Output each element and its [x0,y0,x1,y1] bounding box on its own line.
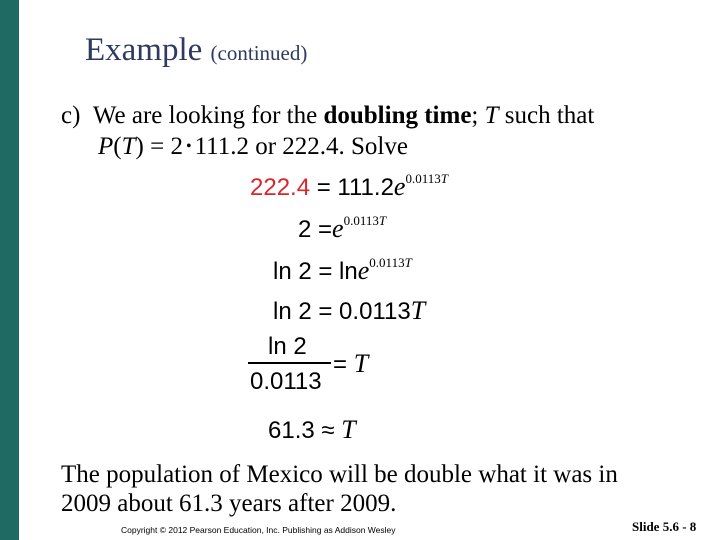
eq3-lhs: ln 2 [273,258,312,285]
problem-eq: ) = 2 [135,133,183,160]
problem-statement [61,100,594,165]
title-sub: (continued) [210,41,308,65]
eq3-exponent [369,255,412,270]
problem-text-a: We are looking for the [92,102,324,129]
var-T-2: T [121,133,136,160]
eq6-lhs: 61.3 [268,417,315,444]
eq3-rhs: = ln [318,258,358,285]
eq3-exp-num: 0.0113 [369,255,405,270]
problem-text-c: such that [498,102,595,129]
eq2-lhs: 2 [298,216,312,243]
side-accent-bar [0,0,19,540]
eq1-lhs: 222.4 [250,174,311,201]
open-paren: ( [113,133,122,160]
eq1-exponent [405,171,448,186]
equation-4 [273,296,425,326]
equation-6 [268,415,356,445]
eq2-exponent [344,213,387,228]
eq2-e: e [332,214,344,243]
fraction-numerator: ln 2 [268,333,307,360]
eq3-e: e [357,256,370,285]
eq4-lhs: ln 2 [273,298,312,325]
problem-label: c) [61,102,81,129]
conclusion-line-2: 2009 about 61.3 years after 2009. [61,490,397,517]
eq6-rel: ≈ [321,417,335,444]
equation-1 [250,172,448,202]
conclusion-text [61,460,618,518]
eq1-exp-num: 0.0113 [405,171,441,186]
conclusion-line-1: The population of Mexico will be double what it was in [61,461,618,488]
eq1-e: e [393,172,406,201]
equation-2 [298,214,386,244]
eq2-exp-num: 0.0113 [343,213,379,228]
eq1-exp-var: T [440,171,448,186]
eq4-rhs: = 0.0113 [318,298,411,325]
eq3-exp-var: T [404,255,412,270]
multiply-dot: • [185,138,192,155]
slide-title [85,32,307,69]
eq6-var: T [341,415,356,444]
eq2-rhs: = [318,216,333,243]
problem-text-rest: 111.2 or 222.4. Solve [194,133,408,160]
problem-text-b: ; [471,102,485,129]
copyright-notice: Copyright © 2012 Pearson Education, Inc. Publishing as Addison Wesley [121,525,396,535]
fraction-bar [248,362,331,364]
var-P: P [98,133,114,160]
eq4-var: T [410,296,426,325]
fraction-var: T [353,349,369,378]
var-T: T [484,102,499,129]
doubling-time-term: doubling time [323,102,472,129]
problem-line-2 [61,131,594,165]
eq1-rhs: = 111.2 [316,174,394,201]
fraction-denominator: 0.0113 [250,368,322,395]
fraction-rhs [333,349,368,379]
title-main: Example [85,32,203,68]
slide-number: Slide 5.6 - 8 [632,519,697,534]
eq2-exp-var: T [378,213,387,228]
fraction-equals: = [333,351,348,378]
equation-3 [273,256,412,286]
problem-line-1 [61,100,594,131]
